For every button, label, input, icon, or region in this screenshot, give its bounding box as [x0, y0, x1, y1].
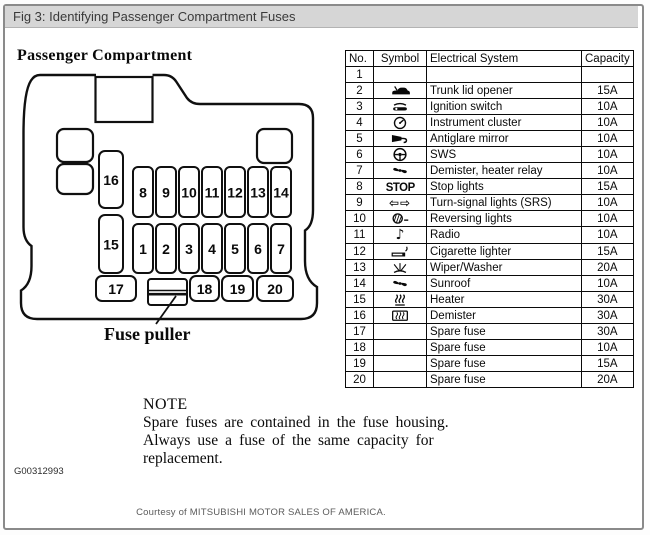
symbol-cell: [374, 67, 427, 83]
electrical-system-cell: Stop lights: [427, 179, 582, 195]
fuse-slot-4: [202, 224, 222, 273]
electrical-system-cell: Instrument cluster: [427, 115, 582, 131]
symbol-cell: [374, 211, 427, 227]
fuse-slot-12: [225, 167, 245, 217]
fuse-slot-9: [156, 167, 176, 217]
electrical-system-cell: Sunroof: [427, 276, 582, 292]
figure-id: G00312993: [14, 466, 64, 477]
reversing-light-icon: [389, 211, 411, 226]
note-line: Spare fuses are contained in the fuse housing.: [143, 414, 449, 431]
electrical-system-cell: Ignition switch: [427, 99, 582, 115]
table-row: [346, 260, 634, 276]
cigarette-icon: [389, 244, 411, 259]
table-row: [346, 147, 634, 163]
washer-icon: [389, 260, 411, 275]
svg-text:1: 1: [139, 241, 147, 257]
capacity-cell: 10A: [582, 99, 634, 115]
fuse-number-cell: 14: [346, 276, 374, 292]
note-block: [143, 396, 478, 468]
fan-icon: [389, 163, 411, 178]
fuse-slot-5: [225, 224, 245, 273]
gauge-icon: [389, 115, 411, 130]
fuse-slot-19: [222, 276, 253, 301]
symbol-cell: [374, 163, 427, 179]
fuse-number-cell: 10: [346, 211, 374, 227]
electrical-system-cell: Demister, heater relay: [427, 163, 582, 179]
symbol-cell: [374, 324, 427, 340]
fuse-table: [345, 50, 634, 388]
fuse-slot-6: [248, 224, 268, 273]
svg-text:6: 6: [254, 241, 262, 257]
table-row: [346, 372, 634, 388]
symbol-cell: [374, 83, 427, 99]
fuse-number-cell: 12: [346, 244, 374, 260]
electrical-system-cell: Spare fuse: [427, 372, 582, 388]
table-row: [346, 163, 634, 179]
svg-text:9: 9: [162, 184, 170, 201]
symbol-cell: [374, 292, 427, 308]
fuse-number-cell: 20: [346, 372, 374, 388]
electrical-system-cell: Demister: [427, 308, 582, 324]
accessory-slot: [57, 164, 93, 194]
electrical-system-cell: Trunk lid opener: [427, 83, 582, 99]
symbol-cell: [374, 308, 427, 324]
fuse-number-cell: 1: [346, 67, 374, 83]
fan-icon: [389, 276, 411, 291]
table-row: [346, 308, 634, 324]
fuse-slot-14: [271, 167, 291, 217]
electrical-system-cell: Reversing lights: [427, 211, 582, 227]
demister-icon: [389, 308, 411, 323]
symbol-cell: [374, 340, 427, 356]
capacity-cell: 15A: [582, 244, 634, 260]
fuse-slot-15: [99, 215, 123, 273]
fuse-slot-16: [99, 151, 123, 208]
fuse-slot-3: [179, 224, 199, 273]
capacity-cell: [582, 67, 634, 83]
electrical-system-cell: Spare fuse: [427, 356, 582, 372]
fuse-number-cell: 9: [346, 195, 374, 211]
table-row: [346, 324, 634, 340]
fuse-number-cell: 13: [346, 260, 374, 276]
table-row: [346, 99, 634, 115]
symbol-cell: [374, 179, 427, 195]
fuse-puller: [148, 279, 187, 305]
symbol-cell: [374, 276, 427, 292]
symbol-cell: [374, 115, 427, 131]
car-icon: [389, 83, 411, 98]
electrical-system-cell: Radio: [427, 227, 582, 244]
table-row: [346, 227, 634, 244]
fuse-number-cell: 2: [346, 83, 374, 99]
titlebar: [5, 6, 638, 28]
column-header-electrical-system: Electrical System: [427, 51, 582, 67]
fuse-slot-8: [133, 167, 153, 217]
symbol-cell: [374, 195, 427, 211]
table-row: [346, 67, 634, 83]
note-line: replacement.: [143, 450, 223, 467]
svg-text:19: 19: [229, 281, 246, 297]
symbol-cell: [374, 147, 427, 163]
fuse-number-cell: 16: [346, 308, 374, 324]
stop-text: STOP: [385, 179, 415, 194]
fuse-box-diagram: [8, 68, 338, 358]
electrical-system-cell: [427, 67, 582, 83]
accessory-slot: [257, 129, 292, 163]
diagram-heading: Passenger Compartment: [17, 47, 193, 64]
capacity-cell: 10A: [582, 195, 634, 211]
fuse-number-cell: 18: [346, 340, 374, 356]
connector-block: [96, 77, 153, 122]
table-row: [346, 292, 634, 308]
music-note-icon: ♪: [395, 227, 405, 243]
fuse-slot-7: [271, 224, 291, 273]
svg-text:4: 4: [208, 241, 216, 257]
capacity-cell: 20A: [582, 260, 634, 276]
symbol-cell: [374, 260, 427, 276]
fuse-number-cell: 6: [346, 147, 374, 163]
electrical-system-cell: Spare fuse: [427, 340, 582, 356]
svg-text:5: 5: [231, 241, 239, 257]
capacity-cell: 20A: [582, 372, 634, 388]
fuse-slot-17: [96, 276, 136, 301]
fuse-number-cell: 4: [346, 115, 374, 131]
heater-icon: [389, 292, 411, 307]
accessory-slot: [57, 129, 93, 162]
table-row: [346, 276, 634, 292]
table-row: [346, 83, 634, 99]
table-row: [346, 356, 634, 372]
table-row: [346, 340, 634, 356]
svg-text:2: 2: [162, 241, 170, 257]
svg-text:15: 15: [103, 236, 119, 253]
fuse-slot-20: [257, 276, 293, 301]
capacity-cell: 10A: [582, 163, 634, 179]
svg-text:18: 18: [196, 281, 213, 297]
symbol-cell: [374, 244, 427, 260]
capacity-cell: 10A: [582, 131, 634, 147]
horn-icon: [389, 131, 411, 146]
fuse-number-cell: 11: [346, 227, 374, 244]
electrical-system-cell: Cigarette lighter: [427, 244, 582, 260]
note-line: Always use a fuse of the same capacity for: [143, 432, 434, 449]
figure-title: Fig 3: Identifying Passenger Compartment Fuses: [13, 9, 296, 24]
electrical-system-cell: Spare fuse: [427, 324, 582, 340]
fuse-number-cell: 8: [346, 179, 374, 195]
electrical-system-cell: Wiper/Washer: [427, 260, 582, 276]
svg-text:13: 13: [250, 184, 266, 201]
capacity-cell: 15A: [582, 179, 634, 195]
table-row: [346, 211, 634, 227]
table-row: [346, 195, 634, 211]
svg-text:14: 14: [273, 184, 289, 201]
steering-wheel-icon: [389, 147, 411, 162]
fuse-number-cell: 19: [346, 356, 374, 372]
capacity-cell: 10A: [582, 340, 634, 356]
fuse-number-cell: 17: [346, 324, 374, 340]
capacity-cell: 15A: [582, 356, 634, 372]
capacity-cell: 15A: [582, 83, 634, 99]
electrical-system-cell: SWS: [427, 147, 582, 163]
symbol-cell: [374, 131, 427, 147]
symbol-cell: [374, 356, 427, 372]
table-row: [346, 244, 634, 260]
capacity-cell: 10A: [582, 211, 634, 227]
fuse-slot-2: [156, 224, 176, 273]
column-header-no: No.: [346, 51, 374, 67]
column-header-symbol: Symbol: [374, 51, 427, 67]
fuse-slot-13: [248, 167, 268, 217]
capacity-cell: 10A: [582, 276, 634, 292]
fuse-slot-1: [133, 224, 153, 273]
svg-text:11: 11: [204, 184, 220, 201]
capacity-cell: 10A: [582, 147, 634, 163]
svg-text:17: 17: [108, 281, 124, 297]
fuse-number-cell: 7: [346, 163, 374, 179]
electrical-system-cell: Heater: [427, 292, 582, 308]
table-header-row: [346, 51, 634, 67]
courtesy-line: Courtesy of MITSUBISHI MOTOR SALES OF AMERICA.: [136, 507, 386, 518]
capacity-cell: 30A: [582, 324, 634, 340]
symbol-cell: [374, 227, 427, 244]
svg-text:20: 20: [267, 281, 283, 297]
svg-text:7: 7: [277, 241, 285, 257]
svg-text:8: 8: [139, 184, 147, 201]
note-title: NOTE: [143, 396, 188, 413]
capacity-cell: 10A: [582, 115, 634, 131]
table-row: [346, 179, 634, 195]
table-row: [346, 115, 634, 131]
fuse-number-cell: 3: [346, 99, 374, 115]
svg-text:16: 16: [103, 172, 119, 188]
electrical-system-cell: Antiglare mirror: [427, 131, 582, 147]
symbol-cell: [374, 372, 427, 388]
fuse-number-cell: 5: [346, 131, 374, 147]
capacity-cell: 10A: [582, 227, 634, 244]
ignition-icon: [389, 99, 411, 114]
table-row: [346, 131, 634, 147]
symbol-cell: [374, 99, 427, 115]
electrical-system-cell: Turn-signal lights (SRS): [427, 195, 582, 211]
fuse-number-cell: 15: [346, 292, 374, 308]
fuse-slot-10: [179, 167, 199, 217]
svg-text:3: 3: [185, 241, 193, 257]
turn-arrows-icon: ⇦⇨: [388, 195, 412, 210]
fuse-slot-18: [190, 276, 219, 301]
svg-text:12: 12: [227, 184, 243, 201]
svg-text:10: 10: [181, 184, 197, 201]
fuse-puller-label: Fuse puller: [104, 324, 191, 344]
capacity-cell: 30A: [582, 292, 634, 308]
capacity-cell: 30A: [582, 308, 634, 324]
column-header-capacity: Capacity: [582, 51, 634, 67]
fuse-slot-11: [202, 167, 222, 217]
